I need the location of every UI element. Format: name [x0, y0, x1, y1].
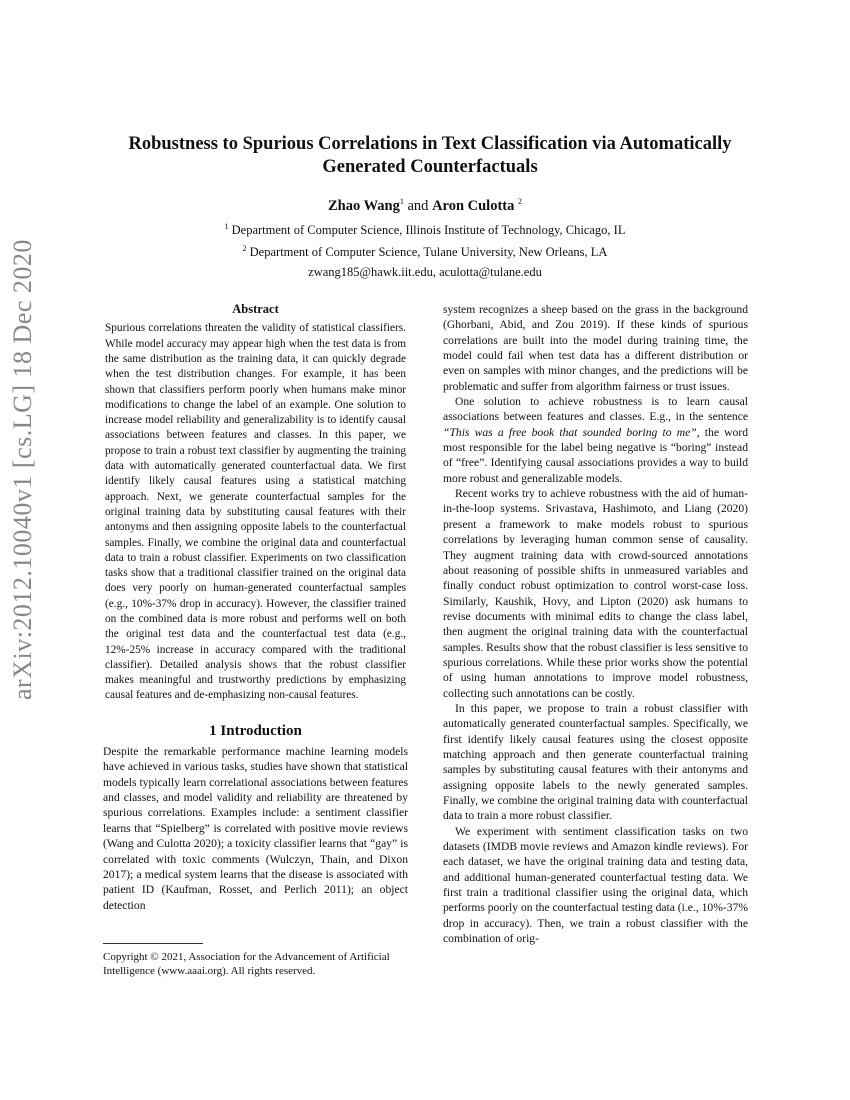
- aff-text: Department of Computer Science, Illinois Institute of Technology, Chicago, IL: [231, 223, 626, 238]
- author-2: Aron Culotta: [432, 197, 515, 214]
- authors: [0, 197, 850, 215]
- author-and: and: [403, 197, 433, 214]
- emails: zwang185@hawk.iit.edu, aculotta@tulane.edu: [308, 265, 542, 279]
- abstract-text: Spurious correlations threaten the validity of statistical classifiers. While model accuracy may appear high when the test data is from the same distribution as the training data, it can quickly degrade when the test distribution changes. For example, it has been shown that classifiers perform poorly when humans make minor modifications to change the label of an example. One solution to increase model reliability and generalizability is to identify causal associations between features and classes. In this paper, we propose to train a robust text classifier by augmenting the training data with automatically generated counterfactual data. We first identify likely causal features using a statistical matching approach. Next, we generate counterfactual samples for the original training data by substituting causal features with their antonyms and then assigning opposite labels to the counterfactual samples. Finally, we combine the original data and counterfactual data to train a robust classifier. Experiments on two classification tasks show that a traditional classifier trained on the original data does very poorly on human-generated counterfactual samples (e.g., 10%-37% drop in accuracy). However, the classifier trained on the combined data is more robust and performs well on both the original test data and the counterfactual test data (e.g., 12%-25% increase in accuracy compared with the traditional classifier). Detailed analysis shows that the robust classifier makes meaningful and trustworthy predictions by emphasizing causal features and de-emphasizing non-causal features.: [105, 322, 406, 702]
- intro-paragraph-1-cont: system recognizes a sheep based on the grass in the background (Ghorbani, Abid, and Zou 2019). If these kinds of spurious correlations are built into the model during training time, the model could fail when test data has a different distribution or even on samples with minor changes, and the predictions will be problematic and suffer from algorithm fairness or trust issues.: [443, 303, 748, 393]
- footnote-rule: [103, 943, 203, 944]
- intro-paragraph-2: [443, 394, 748, 486]
- aff-sup: 2: [242, 244, 247, 253]
- intro-paragraph-3: Recent works try to achieve robustness with the aid of human-in-the-loop systems. Srivastava, Hashimoto, and Liang (2020) present a framework to make models robust to spurious correlations by leveraging human common sense of causality. They augment training data with crowd-sourced annotations about reasoning of possible shifts in unmeasured variables and finally conduct robust optimization to control worst-case loss. Similarly, Kaushik, Hovy, and Lipton (2020) ask humans to revise documents with minimal edits to change the class label, then augment the original training data with the counterfactual samples. Results show that the robust classifier is less sensitive to spurious correlations. While these prior works show the potential of using human annotations to improve model robustness, collecting such annotations can be costly.: [443, 487, 748, 700]
- author-2-sup: 2: [518, 197, 522, 206]
- intro-paragraph-5: We experiment with sentiment classification tasks on two datasets (IMDB movie reviews and Amazon kindle reviews). For each dataset, we have the original training data and testing data, and additional human-generated counterfactual testing data. We first train a traditional classifier using the original data, which performs poorly on the counterfactual testing data (i.e., 10%-37% drop in accuracy). Then, we train a robust classifier with the combination of orig-: [443, 824, 748, 946]
- abstract-heading: Abstract: [232, 302, 279, 316]
- aff-text: Department of Computer Science, Tulane University, New Orleans, LA: [249, 245, 608, 260]
- p2-text: One solution to achieve robustness is to learn causal associations between features and classes. E.g., in the sentence: [443, 395, 748, 424]
- p2-quote: “This was a free book that sounded boring to me”: [443, 425, 697, 439]
- author-1: Zhao Wang: [328, 197, 400, 214]
- intro-paragraph-4: In this paper, we propose to train a robust classifier with automatically generated counterfactual samples. Specifically, we first identify likely causal features using the closest opposite matching approach and then generate counterfactual training samples by substituting causal features with their antonyms and assigning opposite labels to the newly generated samples. Finally, we combine the original training data with counterfactual data to train a more robust classifier.: [443, 701, 748, 823]
- affiliation-2: [0, 244, 850, 260]
- paper-title: Robustness to Spurious Correlations in Text Classification via Automatically Generated Counterfactuals: [128, 134, 732, 177]
- left-column: [103, 302, 408, 913]
- copyright-notice: Copyright © 2021, Association for the Advancement of Artificial Intelligence (www.aaai.org). All rights reserved.: [103, 951, 390, 977]
- affiliation-1: [0, 222, 850, 238]
- aff-sup: 1: [224, 222, 229, 231]
- arxiv-stamp: arXiv:2012.10040v1 [cs.LG] 18 Dec 2020: [8, 239, 37, 700]
- intro-paragraph-1: Despite the remarkable performance machine learning models have achieved in various tasks, studies have shown that statistical models typically learn correlational associations between features and classes, and model validity and reliability are threatened by spurious correlations. Examples include: a sentiment classifier learns that “Spielberg” is correlated with positive movie reviews (Wang and Culotta 2020); a toxicity classifier learns that “gay” is correlated with toxic comments (Wulczyn, Thain, and Dixon 2017); a medical system learns that the disease is associated with patient ID (Kaufman, Rosset, and Perlich 2011); an object detection: [103, 745, 408, 912]
- p2-text-b: , the word most responsible for the label being negative is “boring” instead of “free”. Identifying causal associations provides a way to build more robust and generalizable models.: [443, 425, 748, 485]
- section-heading-introduction: 1 Introduction: [209, 722, 302, 739]
- right-column: [443, 302, 748, 946]
- author-1-sup: 1: [399, 197, 404, 206]
